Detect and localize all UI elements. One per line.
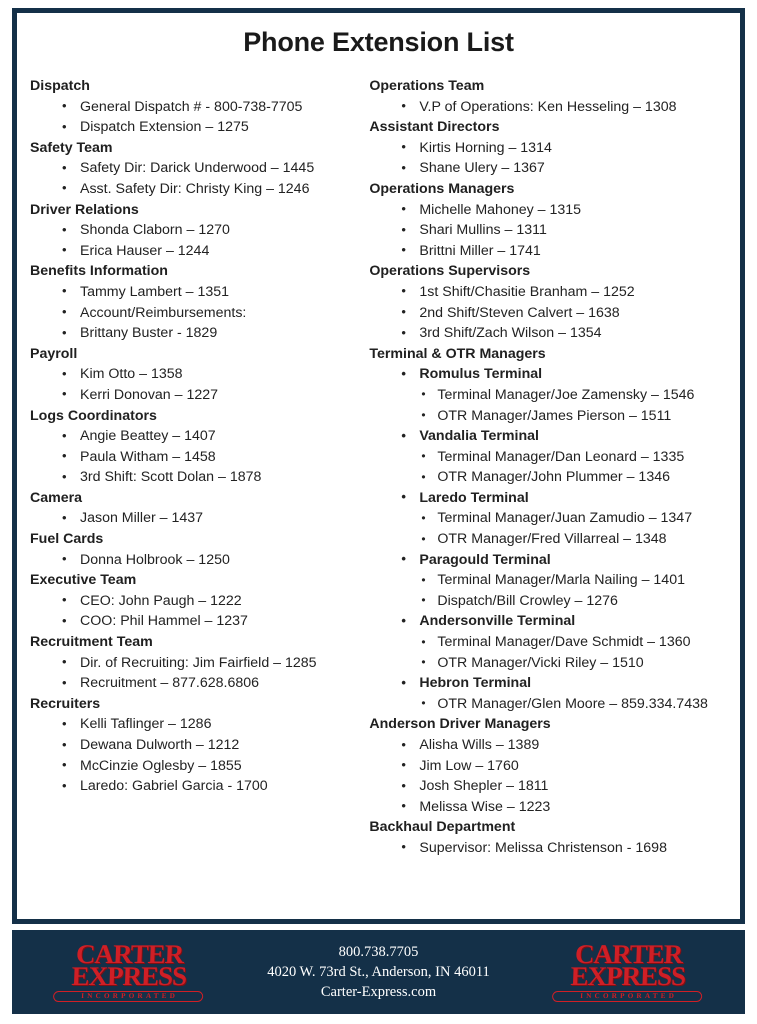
list-item: • Jason Miller – 1437: [30, 508, 365, 529]
terminal-contact-list: [369, 570, 732, 611]
list-item: • CEO: John Paugh – 1222: [30, 591, 365, 612]
right-column: [369, 76, 732, 859]
logo-text-incorporated: INCORPORATED: [53, 991, 203, 1002]
list-item: • Kerri Donovan – 1227: [30, 385, 365, 406]
section-list: [369, 200, 732, 262]
list-item: • Shane Ulery – 1367: [369, 158, 732, 179]
terminal-name: • Hebron Terminal: [369, 673, 732, 694]
section-list: [30, 714, 365, 796]
section-list: [369, 282, 732, 344]
section-heading: Fuel Cards: [30, 531, 104, 548]
section-heading: Anderson Driver Managers: [369, 716, 551, 733]
list-item: • Terminal Manager/Marla Nailing – 1401: [369, 570, 732, 591]
two-column-layout: [17, 58, 740, 859]
section-heading: Driver Relations: [30, 201, 139, 218]
list-item: • Safety Dir: Darick Underwood – 1445: [30, 158, 365, 179]
logo-text-express: EXPRESS: [71, 961, 187, 992]
section-list: [30, 653, 365, 694]
section-heading: Payroll: [30, 345, 78, 362]
list-item: • Kirtis Horning – 1314: [369, 138, 732, 159]
list-item: • Terminal Manager/Dave Schmidt – 1360: [369, 632, 732, 653]
section-heading: Camera: [30, 489, 83, 506]
list-item: • OTR Manager/Glen Moore – 859.334.7438: [369, 694, 732, 715]
section-heading: Logs Coordinators: [30, 407, 157, 424]
list-item: • Shari Mullins – 1311: [369, 220, 732, 241]
section-heading: Safety Team: [30, 139, 113, 156]
section-heading: Executive Team: [30, 572, 137, 589]
list-item: • 1st Shift/Chasitie Branham – 1252: [369, 282, 732, 303]
section-heading: Backhaul Department: [369, 819, 516, 836]
list-item: • Dispatch Extension – 1275: [30, 117, 365, 138]
list-item: • Brittni Miller – 1741: [369, 241, 732, 262]
list-item: • OTR Manager/Vicki Riley – 1510: [369, 653, 732, 674]
section-list: [30, 220, 365, 261]
list-item: • Alisha Wills – 1389: [369, 735, 732, 756]
list-item: • Recruitment – 877.628.6806: [30, 673, 365, 694]
terminal-name: • Andersonville Terminal: [369, 611, 732, 632]
list-item: • Paula Witham – 1458: [30, 447, 365, 468]
section-heading: Terminal & OTR Managers: [369, 345, 546, 362]
section-list: [369, 97, 732, 118]
list-item: • Supervisor: Melissa Christenson - 1698: [369, 838, 732, 859]
footer-phone: 800.738.7705: [338, 944, 419, 960]
list-item: • Erica Hauser – 1244: [30, 241, 365, 262]
carter-express-logo-right: [552, 941, 704, 1002]
section-heading: Recruitment Team: [30, 634, 153, 651]
footer-contact-block: [204, 942, 553, 1002]
terminal-contact-list: [369, 632, 732, 673]
list-item: • Kim Otto – 1358: [30, 364, 365, 385]
section-heading: Operations Supervisors: [369, 263, 531, 280]
section-heading: Recruiters: [30, 695, 101, 712]
carter-express-logo-left: [53, 941, 205, 1002]
list-item: • McCinzie Oglesby – 1855: [30, 756, 365, 777]
list-item: • COO: Phil Hammel – 1237: [30, 611, 365, 632]
terminal-contact-list: [369, 694, 732, 715]
list-item: • OTR Manager/James Pierson – 1511: [369, 406, 732, 427]
list-item: • 2nd Shift/Steven Calvert – 1638: [369, 303, 732, 324]
logo-text-carter: CARTER: [75, 939, 184, 970]
list-item: • Terminal Manager/Dan Leonard – 1335: [369, 447, 732, 468]
list-item: • Angie Beattey – 1407: [30, 426, 365, 447]
section-list: [369, 138, 732, 179]
list-item: • General Dispatch # - 800-738-7705: [30, 97, 365, 118]
list-item: • OTR Manager/Fred Villarreal – 1348: [369, 529, 732, 550]
list-item: • V.P of Operations: Ken Hesseling – 1308: [369, 97, 732, 118]
page-title: Phone Extension List: [243, 27, 514, 57]
list-item: • Donna Holbrook – 1250: [30, 550, 365, 571]
list-item: • Melissa Wise – 1223: [369, 797, 732, 818]
section-list: [30, 282, 365, 344]
list-item: • Shonda Claborn – 1270: [30, 220, 365, 241]
list-item: • Brittany Buster - 1829: [30, 323, 365, 344]
list-item: • Kelli Taflinger – 1286: [30, 714, 365, 735]
list-item: • Terminal Manager/Juan Zamudio – 1347: [369, 508, 732, 529]
section-list: [30, 508, 365, 529]
terminal-contact-list: [369, 447, 732, 488]
section-list: [30, 97, 365, 138]
list-item: • Tammy Lambert – 1351: [30, 282, 365, 303]
page-footer: [12, 930, 745, 1014]
section-list: [30, 364, 365, 405]
document-content-frame: [12, 8, 745, 924]
logo-text-carter: CARTER: [574, 939, 683, 970]
section-list: [30, 591, 365, 632]
terminal-name: • Laredo Terminal: [369, 488, 732, 509]
section-heading: Operations Team: [369, 78, 485, 94]
list-item: • Account/Reimbursements:: [30, 303, 365, 324]
section-heading: Operations Managers: [369, 180, 515, 197]
footer-address: 4020 W. 73rd St., Anderson, IN 46011: [267, 964, 490, 980]
terminal-name: • Vandalia Terminal: [369, 426, 732, 447]
list-item: • Dewana Dulworth – 1212: [30, 735, 365, 756]
section-list: [30, 550, 365, 571]
left-column: [30, 76, 369, 797]
list-item: • Dispatch/Bill Crowley – 1276: [369, 591, 732, 612]
list-item: • OTR Manager/John Plummer – 1346: [369, 467, 732, 488]
list-item: • Laredo: Gabriel Garcia - 1700: [30, 776, 365, 797]
section-heading: Assistant Directors: [369, 119, 500, 136]
terminal-name: • Romulus Terminal: [369, 364, 732, 385]
list-item: • Michelle Mahoney – 1315: [369, 200, 732, 221]
section-list: [30, 426, 365, 488]
list-item: • Dir. of Recruiting: Jim Fairfield – 1285: [30, 653, 365, 674]
list-item: • 3rd Shift/Zach Wilson – 1354: [369, 323, 732, 344]
list-item: • Jim Low – 1760: [369, 756, 732, 777]
terminal-list: [369, 364, 732, 714]
terminal-contact-list: [369, 508, 732, 549]
footer-website: Carter-Express.com: [320, 984, 437, 1000]
list-item: • Terminal Manager/Joe Zamensky – 1546: [369, 385, 732, 406]
section-list: [369, 838, 732, 859]
list-item: • Asst. Safety Dir: Christy King – 1246: [30, 179, 365, 200]
list-item: • 3rd Shift: Scott Dolan – 1878: [30, 467, 365, 488]
logo-text-incorporated: INCORPORATED: [552, 991, 702, 1002]
terminal-name: • Paragould Terminal: [369, 550, 732, 571]
terminal-contact-list: [369, 385, 732, 426]
section-heading: Dispatch: [30, 78, 90, 94]
section-heading: Benefits Information: [30, 263, 168, 280]
logo-text-express: EXPRESS: [570, 961, 686, 992]
section-list: [30, 158, 365, 199]
section-list: [369, 735, 732, 817]
list-item: • Josh Shepler – 1811: [369, 776, 732, 797]
